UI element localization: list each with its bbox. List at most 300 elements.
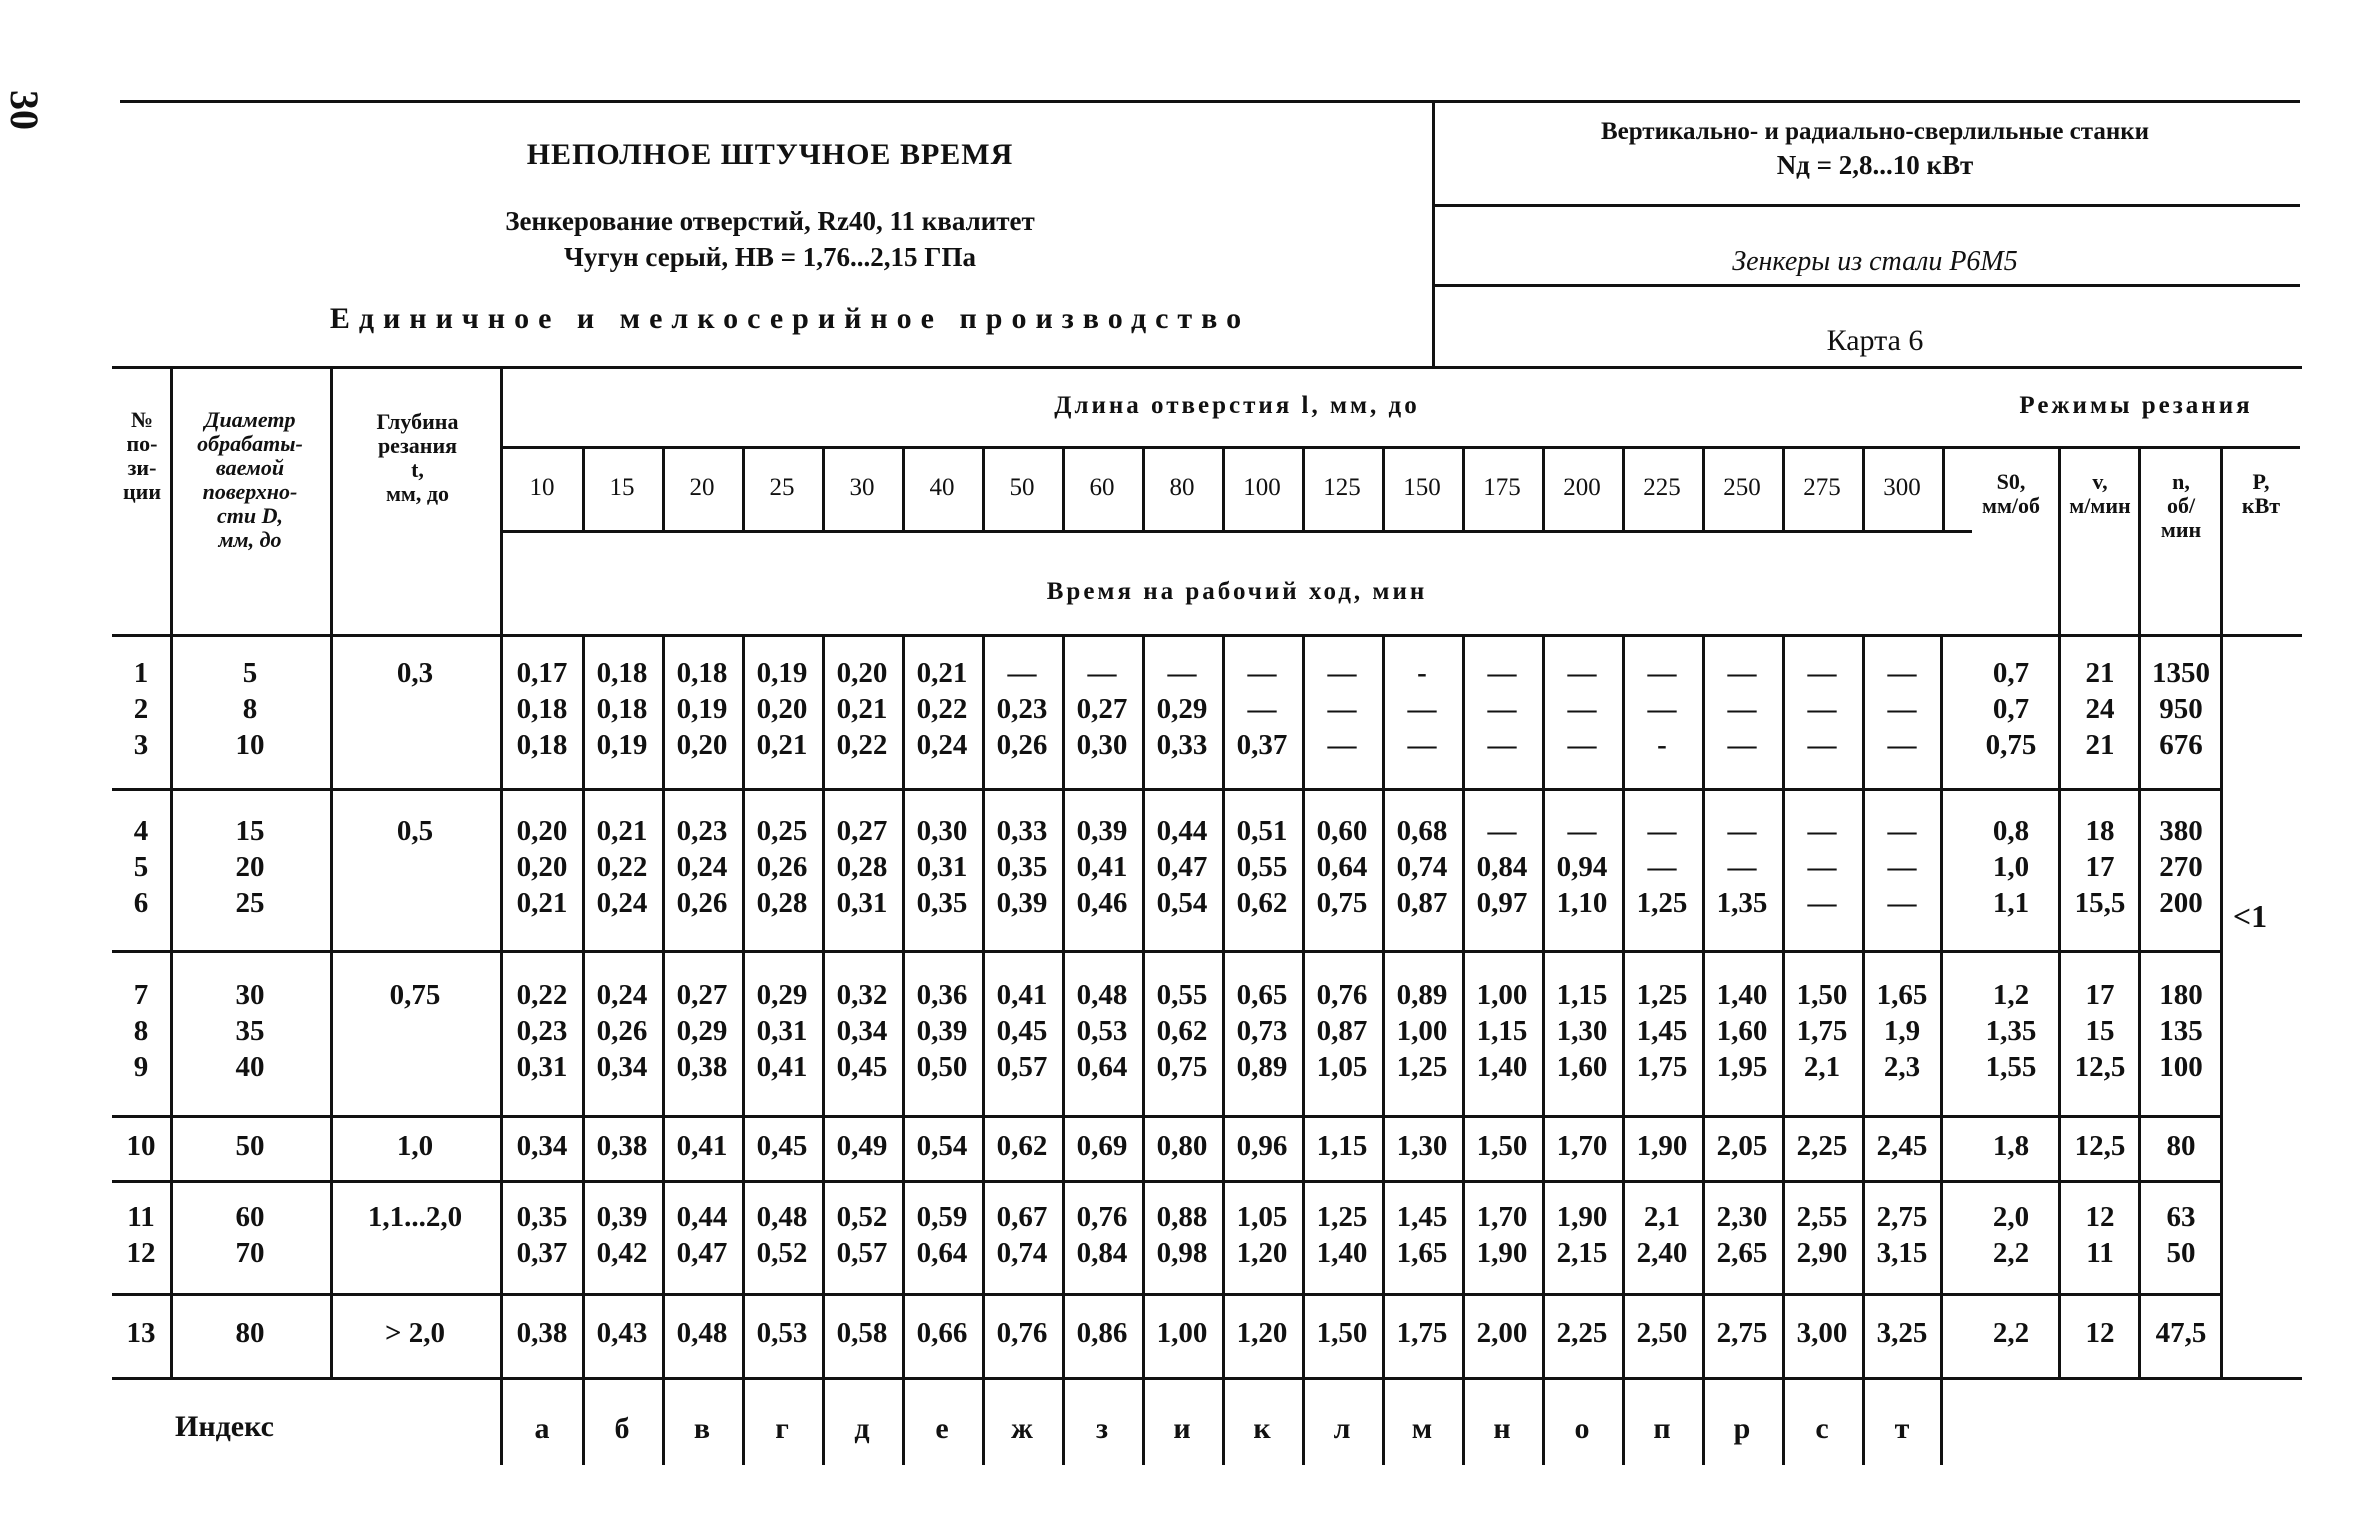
time-cell: 0,57 bbox=[996, 1050, 1048, 1083]
table-top-rule bbox=[112, 366, 2302, 369]
time-cell: 0,62 bbox=[996, 1129, 1048, 1162]
index-letter: л bbox=[1333, 1412, 1351, 1445]
feed-cell: 0,7 bbox=[1992, 657, 2030, 689]
time-cell: 1,75 bbox=[1796, 1014, 1848, 1047]
length-header-20: 20 bbox=[689, 474, 715, 501]
time-cell: 3,15 bbox=[1876, 1236, 1928, 1269]
time-cell: 0,64 bbox=[1076, 1050, 1128, 1083]
time-cell: 0,23 bbox=[676, 815, 728, 847]
index-letter: н bbox=[1493, 1412, 1511, 1445]
header-divider bbox=[1432, 100, 1435, 366]
production-type: Единичное и мелкосерийное производство bbox=[329, 302, 1251, 335]
length-title: Длина отверстия l, мм, до bbox=[1054, 392, 1420, 419]
time-cell: 0,39 bbox=[996, 887, 1048, 919]
feed-cell: 1,0 bbox=[1992, 851, 2030, 883]
row-diameter: 5 bbox=[242, 657, 258, 689]
time-cell: 2,65 bbox=[1716, 1236, 1768, 1269]
time-cell: 0,55 bbox=[1156, 978, 1208, 1011]
time-cell: 0,74 bbox=[996, 1236, 1048, 1269]
time-cell: 0,31 bbox=[516, 1050, 568, 1083]
time-cell: 0,25 bbox=[756, 815, 808, 847]
machine-type: Вертикально- и радиально-сверлильные станки bbox=[1600, 118, 2150, 145]
group-rule bbox=[112, 788, 2222, 791]
time-cell: 0,51 bbox=[1236, 815, 1288, 847]
time-cell: 0,26 bbox=[996, 729, 1048, 761]
feed-cell: 1,55 bbox=[1985, 1050, 2037, 1083]
header-line: ции bbox=[122, 479, 162, 504]
time-cell: 0,76 bbox=[1076, 1200, 1128, 1233]
feed-cell: 2,0 bbox=[1992, 1200, 2030, 1233]
time-cell: 0,64 bbox=[1316, 851, 1368, 883]
row-diameter: 20 bbox=[235, 851, 265, 883]
time-cell: 1,50 bbox=[1476, 1129, 1528, 1162]
row-diameter: 8 bbox=[242, 693, 258, 725]
row-depth: > 2,0 bbox=[384, 1317, 446, 1349]
time-cell: 0,55 bbox=[1236, 851, 1288, 883]
time-cell: 1,40 bbox=[1316, 1236, 1368, 1269]
mode-header-n bbox=[2140, 470, 2222, 542]
speed-cell: 21 bbox=[2085, 729, 2115, 761]
length-header-40: 40 bbox=[929, 474, 955, 501]
time-cell: 0,19 bbox=[596, 729, 648, 761]
time-cell: 2,75 bbox=[1876, 1200, 1928, 1233]
length-header-300: 300 bbox=[1883, 474, 1921, 501]
mode-header-line: мин bbox=[2160, 517, 2202, 542]
index-letter: б bbox=[614, 1412, 630, 1445]
index-letter: е bbox=[935, 1412, 949, 1445]
row-diameter: 40 bbox=[235, 1050, 265, 1083]
time-cell: 0,27 bbox=[676, 978, 728, 1011]
time-cell: 0,23 bbox=[516, 1014, 568, 1047]
time-cell: 0,52 bbox=[836, 1200, 888, 1233]
time-cell: 2,00 bbox=[1476, 1317, 1528, 1349]
subtitle-line1: Зенкерование отверстий, Rz40, 11 квалитет bbox=[505, 206, 1035, 236]
time-cell: 1,25 bbox=[1316, 1200, 1368, 1233]
main-title: НЕПОЛНОЕ ШТУЧНОЕ ВРЕМЯ bbox=[526, 138, 1014, 171]
time-cell: 0,23 bbox=[996, 693, 1048, 725]
time-cell: — bbox=[1887, 657, 1917, 689]
header-bottom-rule bbox=[112, 634, 2302, 637]
index-letter: о bbox=[1574, 1412, 1590, 1445]
speed-cell: 15 bbox=[2085, 1014, 2115, 1047]
time-cell: — bbox=[1647, 693, 1677, 725]
mode-header-line: v, bbox=[2092, 469, 2108, 494]
feed-cell: 2,2 bbox=[1992, 1317, 2030, 1349]
time-cell: 0,21 bbox=[916, 657, 968, 689]
length-header-50: 50 bbox=[1009, 474, 1035, 501]
time-cell: 0,39 bbox=[1076, 815, 1128, 847]
time-cell: 0,41 bbox=[1076, 851, 1128, 883]
time-cell: 0,20 bbox=[516, 851, 568, 883]
time-cell: 0,29 bbox=[756, 978, 808, 1011]
row-position: 12 bbox=[126, 1236, 156, 1269]
time-cell: 0,38 bbox=[516, 1317, 568, 1349]
time-cell: 0,26 bbox=[756, 851, 808, 883]
time-cell: 0,41 bbox=[996, 978, 1048, 1011]
time-cell: 0,58 bbox=[836, 1317, 888, 1349]
time-cell: 0,75 bbox=[1316, 887, 1368, 919]
time-cell: — bbox=[1887, 729, 1917, 761]
subtitle-line2: Чугун серый, НВ = 1,76...2,15 ГПа bbox=[564, 242, 976, 272]
index-letter: ж bbox=[1011, 1412, 1033, 1445]
time-cell: 1,05 bbox=[1316, 1050, 1368, 1083]
row-position: 1 bbox=[133, 657, 149, 689]
time-cell: 0,53 bbox=[756, 1317, 808, 1349]
mode-header-line: кВт bbox=[2241, 493, 2281, 518]
time-cell: 0,47 bbox=[1156, 851, 1208, 883]
time-cell: 2,25 bbox=[1556, 1317, 1608, 1349]
time-cell: — bbox=[1647, 815, 1677, 847]
time-cell: 1,75 bbox=[1636, 1050, 1688, 1083]
time-cell: — bbox=[1807, 657, 1837, 689]
feed-cell: 2,2 bbox=[1992, 1236, 2030, 1269]
time-cell: 0,32 bbox=[836, 978, 888, 1011]
time-cell: — bbox=[1807, 693, 1837, 725]
time-cell: 1,20 bbox=[1236, 1236, 1288, 1269]
time-cell: 0,62 bbox=[1236, 887, 1288, 919]
column-diameter bbox=[170, 408, 330, 552]
row-position: 7 bbox=[133, 978, 149, 1011]
time-cell: 0,21 bbox=[516, 887, 568, 919]
time-cell: 2,40 bbox=[1636, 1236, 1688, 1269]
speed-cell: 12 bbox=[2085, 1200, 2115, 1233]
time-cell: 0,46 bbox=[1076, 887, 1128, 919]
time-cell: 0,47 bbox=[676, 1236, 728, 1269]
feed-cell: 1,1 bbox=[1992, 887, 2030, 919]
time-cell: 0,22 bbox=[836, 729, 888, 761]
time-cell: 0,36 bbox=[916, 978, 968, 1011]
index-letter: с bbox=[1815, 1412, 1829, 1445]
time-cell: — bbox=[1487, 729, 1517, 761]
time-cell: 0,34 bbox=[516, 1129, 568, 1162]
header-line: обрабаты- bbox=[197, 431, 303, 456]
time-cell: 0,62 bbox=[1156, 1014, 1208, 1047]
time-cell: 0,20 bbox=[516, 815, 568, 847]
time-cell: 0,88 bbox=[1156, 1200, 1208, 1233]
row-position: 11 bbox=[127, 1200, 155, 1233]
row-position: 4 bbox=[133, 815, 149, 847]
row-position: 10 bbox=[126, 1129, 156, 1162]
time-cell: 0,50 bbox=[916, 1050, 968, 1083]
rpm-cell: 950 bbox=[2159, 693, 2203, 725]
time-cell: 0,21 bbox=[756, 729, 808, 761]
time-cell: 1,00 bbox=[1156, 1317, 1208, 1349]
group-rule bbox=[112, 1115, 2222, 1118]
time-cell: 0,20 bbox=[756, 693, 808, 725]
header-top-rule bbox=[120, 100, 2300, 103]
header-line: резания bbox=[377, 433, 458, 458]
row-diameter: 30 bbox=[235, 978, 265, 1011]
speed-cell: 12,5 bbox=[2074, 1050, 2126, 1083]
mode-header-v bbox=[2060, 470, 2140, 518]
row-diameter: 10 bbox=[235, 729, 265, 761]
time-cell: 0,76 bbox=[1316, 978, 1368, 1011]
header-line: № bbox=[130, 407, 154, 432]
header-rule-2 bbox=[1432, 284, 2300, 287]
time-cell: 0,26 bbox=[596, 1014, 648, 1047]
time-cell: 0,48 bbox=[756, 1200, 808, 1233]
time-cell: — bbox=[1327, 729, 1357, 761]
time-cell: 1,65 bbox=[1876, 978, 1928, 1011]
time-cell: 0,21 bbox=[836, 693, 888, 725]
time-cell: 0,19 bbox=[676, 693, 728, 725]
speed-cell: 24 bbox=[2085, 693, 2115, 725]
time-cell: 0,27 bbox=[836, 815, 888, 847]
time-cell: 0,98 bbox=[1156, 1236, 1208, 1269]
rpm-cell: 380 bbox=[2159, 815, 2203, 847]
time-cell: 1,25 bbox=[1636, 978, 1688, 1011]
index-letter: в bbox=[693, 1412, 711, 1445]
row-position: 2 bbox=[133, 693, 149, 725]
time-title: Время на рабочий ход, мин bbox=[1046, 578, 1428, 605]
mode-header-line: n, bbox=[2172, 469, 2190, 494]
time-cell: 0,96 bbox=[1236, 1129, 1288, 1162]
header-line: мм, до bbox=[218, 527, 282, 552]
feed-cell: 0,75 bbox=[1985, 729, 2037, 761]
time-cell: — bbox=[1807, 729, 1837, 761]
length-header-150: 150 bbox=[1403, 474, 1441, 501]
time-cell: - bbox=[1657, 729, 1667, 761]
time-cell: 0,49 bbox=[836, 1129, 888, 1162]
time-cell: — bbox=[1727, 815, 1757, 847]
tool-material: Зенкеры из стали Р6М5 bbox=[1732, 246, 2018, 277]
time-cell: — bbox=[1567, 729, 1597, 761]
time-cell: 0,45 bbox=[756, 1129, 808, 1162]
mode-header-line: м/мин bbox=[2069, 493, 2131, 518]
time-cell: — bbox=[1887, 887, 1917, 919]
time-cell: 0,44 bbox=[1156, 815, 1208, 847]
time-cell: 0,18 bbox=[596, 693, 648, 725]
length-header-225: 225 bbox=[1643, 474, 1681, 501]
header-line: мм, до bbox=[385, 481, 450, 506]
time-cell: 2,50 bbox=[1636, 1317, 1688, 1349]
speed-cell: 21 bbox=[2085, 657, 2115, 689]
rpm-cell: 100 bbox=[2159, 1050, 2203, 1083]
row-position: 9 bbox=[133, 1050, 149, 1083]
header-line: по- bbox=[126, 431, 158, 456]
time-cell: 1,30 bbox=[1556, 1014, 1608, 1047]
length-header-100: 100 bbox=[1243, 474, 1281, 501]
time-cell: 0,39 bbox=[916, 1014, 968, 1047]
time-cell: 1,50 bbox=[1796, 978, 1848, 1011]
time-cell: 1,60 bbox=[1556, 1050, 1608, 1083]
time-cell: 0,74 bbox=[1396, 851, 1448, 883]
time-cell: 0,43 bbox=[596, 1317, 648, 1349]
time-cell: 0,87 bbox=[1396, 887, 1448, 919]
speed-cell: 12 bbox=[2085, 1317, 2115, 1349]
time-cell: — bbox=[1807, 851, 1837, 883]
time-cell: 0,48 bbox=[676, 1317, 728, 1349]
time-cell: 0,24 bbox=[916, 729, 968, 761]
row-diameter: 80 bbox=[235, 1317, 265, 1349]
time-cell: 0,68 bbox=[1396, 815, 1448, 847]
power-value: <1 bbox=[2232, 898, 2268, 934]
time-cell: — bbox=[1327, 693, 1357, 725]
time-cell: 0,75 bbox=[1156, 1050, 1208, 1083]
time-cell: 0,30 bbox=[916, 815, 968, 847]
time-cell: — bbox=[1727, 729, 1757, 761]
mode-header-line: S0, bbox=[1996, 469, 2026, 494]
time-cell: 0,54 bbox=[916, 1129, 968, 1162]
index-label: Индекс bbox=[175, 1410, 274, 1443]
time-cell: 0,76 bbox=[996, 1317, 1048, 1349]
time-cell: 0,35 bbox=[996, 851, 1048, 883]
header-rule-1 bbox=[1432, 204, 2300, 207]
time-cell: 1,00 bbox=[1476, 978, 1528, 1011]
modes-title: Режимы резания bbox=[2019, 392, 2253, 419]
time-cell: 2,3 bbox=[1883, 1050, 1921, 1083]
time-cell: — bbox=[1807, 887, 1837, 919]
speed-cell: 15,5 bbox=[2074, 887, 2126, 919]
speed-cell: 17 bbox=[2085, 851, 2115, 883]
row-depth: 1,1...2,0 bbox=[367, 1200, 463, 1233]
time-cell: 0,30 bbox=[1076, 729, 1128, 761]
time-cell: 0,28 bbox=[836, 851, 888, 883]
time-cell: 2,45 bbox=[1876, 1129, 1928, 1162]
time-cell: 1,10 bbox=[1556, 887, 1608, 919]
time-cell: 1,70 bbox=[1556, 1129, 1608, 1162]
time-cell: 0,35 bbox=[916, 887, 968, 919]
length-header-175: 175 bbox=[1483, 474, 1521, 501]
column-depth bbox=[335, 410, 500, 506]
time-cell: 0,33 bbox=[1156, 729, 1208, 761]
time-cell: 0,38 bbox=[676, 1050, 728, 1083]
time-cell: — bbox=[1487, 657, 1517, 689]
time-cell: 1,60 bbox=[1716, 1014, 1768, 1047]
time-cell: 0,21 bbox=[596, 815, 648, 847]
time-cell: 1,30 bbox=[1396, 1129, 1448, 1162]
card-number: Карта 6 bbox=[1826, 324, 1924, 357]
time-cell: 0,97 bbox=[1476, 887, 1528, 919]
time-cell: 1,90 bbox=[1476, 1236, 1528, 1269]
time-cell: — bbox=[1407, 693, 1437, 725]
row-position: 3 bbox=[133, 729, 149, 761]
length-header-25: 25 bbox=[769, 474, 795, 501]
time-cell: 0,37 bbox=[1236, 729, 1288, 761]
page-number: 30 bbox=[2, 90, 47, 130]
time-cell: 0,73 bbox=[1236, 1014, 1288, 1047]
rpm-cell: 50 bbox=[2166, 1236, 2196, 1269]
time-cell: 1,15 bbox=[1476, 1014, 1528, 1047]
length-header-250: 250 bbox=[1723, 474, 1761, 501]
header-line: Диаметр bbox=[204, 407, 296, 432]
machine-power: Nд = 2,8...10 кВт bbox=[1776, 150, 1974, 180]
time-cell: 2,05 bbox=[1716, 1129, 1768, 1162]
time-cell: 0,24 bbox=[596, 887, 648, 919]
time-cell: — bbox=[1407, 729, 1437, 761]
time-cell: — bbox=[1087, 657, 1117, 689]
time-cell: 0,48 bbox=[1076, 978, 1128, 1011]
time-cell: — bbox=[1247, 657, 1277, 689]
time-cell: 0,39 bbox=[596, 1200, 648, 1233]
row-diameter: 60 bbox=[235, 1200, 265, 1233]
time-cell: 0,20 bbox=[676, 729, 728, 761]
index-letter: т bbox=[1894, 1412, 1910, 1445]
time-cell: 2,90 bbox=[1796, 1236, 1848, 1269]
time-cell: — bbox=[1647, 851, 1677, 883]
time-cell: 0,37 bbox=[516, 1236, 568, 1269]
time-cell: 1,00 bbox=[1396, 1014, 1448, 1047]
time-cell: 0,80 bbox=[1156, 1129, 1208, 1162]
time-cell: 2,55 bbox=[1796, 1200, 1848, 1233]
length-header-275: 275 bbox=[1803, 474, 1841, 501]
time-cell: 0,60 bbox=[1316, 815, 1368, 847]
time-cell: 0,64 bbox=[916, 1236, 968, 1269]
speed-cell: 12,5 bbox=[2074, 1129, 2126, 1162]
row-position: 5 bbox=[133, 851, 149, 883]
time-cell: 0,42 bbox=[596, 1236, 648, 1269]
lengths-bottom-rule bbox=[502, 530, 1972, 533]
time-cell: 1,40 bbox=[1476, 1050, 1528, 1083]
time-cell: — bbox=[1647, 657, 1677, 689]
time-cell: 0,22 bbox=[916, 693, 968, 725]
time-cell: 2,30 bbox=[1716, 1200, 1768, 1233]
group-rule bbox=[112, 1180, 2222, 1183]
time-cell: 0,89 bbox=[1396, 978, 1448, 1011]
time-cell: 0,24 bbox=[596, 978, 648, 1011]
column-position bbox=[114, 408, 170, 504]
time-cell: 1,75 bbox=[1396, 1317, 1448, 1349]
header-line: t, bbox=[411, 457, 424, 482]
time-cell: 0,53 bbox=[1076, 1014, 1128, 1047]
header-line: зи- bbox=[127, 455, 157, 480]
row-diameter: 70 bbox=[235, 1236, 265, 1269]
rpm-cell: 1350 bbox=[2152, 657, 2210, 689]
time-cell: 0,65 bbox=[1236, 978, 1288, 1011]
length-header-30: 30 bbox=[849, 474, 875, 501]
time-cell: 2,1 bbox=[1803, 1050, 1841, 1083]
time-cell: 1,90 bbox=[1556, 1200, 1608, 1233]
row-position: 8 bbox=[133, 1014, 149, 1047]
time-cell: 0,20 bbox=[836, 657, 888, 689]
time-cell: 0,28 bbox=[756, 887, 808, 919]
rpm-cell: 676 bbox=[2159, 729, 2203, 761]
time-cell: 1,45 bbox=[1396, 1200, 1448, 1233]
time-cell: - bbox=[1417, 657, 1427, 689]
mode-header-p bbox=[2222, 470, 2300, 518]
header-line: сти D, bbox=[217, 503, 283, 528]
time-cell: 1,35 bbox=[1716, 887, 1768, 919]
index-letter: з bbox=[1095, 1412, 1109, 1445]
time-cell: — bbox=[1887, 815, 1917, 847]
feed-cell: 1,2 bbox=[1992, 978, 2030, 1011]
time-cell: 0,27 bbox=[1076, 693, 1128, 725]
time-cell: 2,15 bbox=[1556, 1236, 1608, 1269]
time-cell: 1,50 bbox=[1316, 1317, 1368, 1349]
time-cell: 0,31 bbox=[916, 851, 968, 883]
time-cell: — bbox=[1487, 815, 1517, 847]
time-cell: 0,69 bbox=[1076, 1129, 1128, 1162]
time-cell: — bbox=[1567, 815, 1597, 847]
length-header-60: 60 bbox=[1089, 474, 1115, 501]
row-diameter: 50 bbox=[235, 1129, 265, 1162]
time-cell: 1,25 bbox=[1396, 1050, 1448, 1083]
length-header-10: 10 bbox=[529, 474, 555, 501]
time-cell: 0,22 bbox=[516, 978, 568, 1011]
index-letter: м bbox=[1411, 1412, 1433, 1445]
speed-cell: 11 bbox=[2086, 1236, 2114, 1269]
time-cell: — bbox=[1727, 851, 1757, 883]
feed-cell: 0,7 bbox=[1992, 693, 2030, 725]
time-cell: 0,19 bbox=[756, 657, 808, 689]
time-cell: 0,66 bbox=[916, 1317, 968, 1349]
speed-cell: 18 bbox=[2085, 815, 2115, 847]
feed-cell: 0,8 bbox=[1992, 815, 2030, 847]
row-diameter: 15 bbox=[235, 815, 265, 847]
time-cell: 0,31 bbox=[836, 887, 888, 919]
time-cell: 0,18 bbox=[516, 693, 568, 725]
time-cell: 1,20 bbox=[1236, 1317, 1288, 1349]
